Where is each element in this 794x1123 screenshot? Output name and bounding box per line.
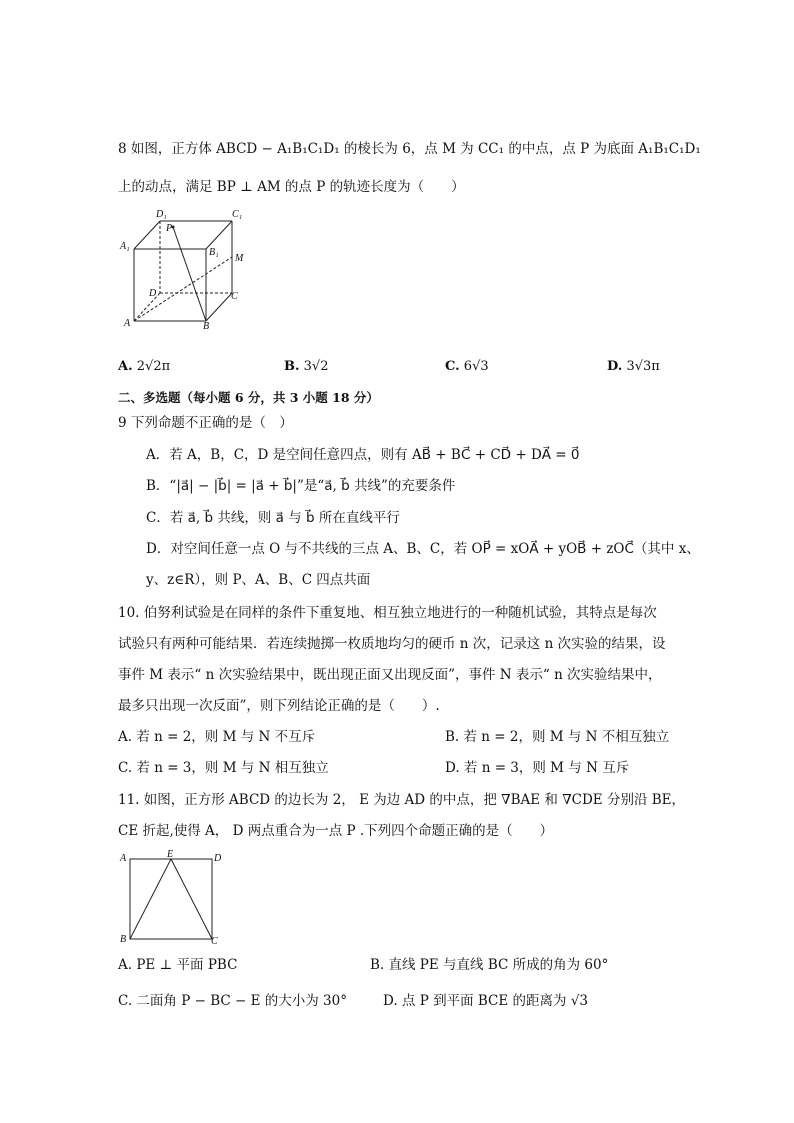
sq-label-C: C — [211, 936, 218, 946]
q10-option-d[interactable]: D. 若 n = 3，则 M 与 N 互斥 — [445, 760, 630, 776]
q10-line1: 10. 伯努利试验是在同样的条件下重复地、相互独立地进行的一种随机试验，其特点是每次 — [118, 605, 657, 621]
q8-option-c[interactable]: C. 6√3 — [445, 359, 489, 374]
label-M: M — [235, 253, 244, 264]
q8-option-b[interactable]: B. 3√2 — [284, 359, 329, 374]
label-C: C — [231, 291, 238, 302]
q11-option-d[interactable]: D. 点 P 到平面 BCE 的距离为 √3 — [383, 993, 589, 1009]
q8-stem-line2: 上的动点，满足 BP ⊥ AM 的点 P 的轨迹长度为（ ） — [118, 179, 465, 195]
label-D: D — [149, 288, 157, 299]
q9-option-b[interactable]: B．“|a⃗| − |b⃗| = |a⃗ + b⃗|”是“a⃗, b⃗ 共线”的充要条件 — [146, 478, 456, 494]
label-B1: B₁ — [209, 247, 219, 258]
sq-label-B: B — [120, 934, 127, 945]
q9-option-d-line1[interactable]: D．对空间任意一点 O 与不共线的三点 A、B、C，若 OP⃗ = xOA⃗ + yOB⃗ + zOC⃗（其中 x、 — [146, 541, 700, 557]
q11-option-a[interactable]: A. PE ⊥ 平面 PBC — [118, 957, 238, 973]
label-A1: A₁ — [120, 241, 130, 252]
label-D1: D₁ — [156, 209, 167, 220]
q11-option-b[interactable]: B. 直线 PE 与直线 BC 所成的角为 60° — [370, 957, 609, 973]
sq-label-E: E — [167, 850, 174, 860]
q10-line3: 事件 M 表示“ n 次实验结果中，既出现正面又出现反面”，事件 N 表示“ n 次实验结果中， — [118, 667, 662, 683]
label-A: A — [124, 318, 131, 329]
label-P: P — [166, 223, 173, 234]
section2-heading: 二、多选题（每小题 6 分，共 3 小题 18 分） — [118, 390, 379, 405]
label-C1: C₁ — [232, 209, 243, 220]
q10-line4: 最多只出现一次反面”，则下列结论正确的是（ ）. — [118, 698, 440, 714]
q10-option-c[interactable]: C. 若 n = 3，则 M 与 N 相互独立 — [118, 760, 329, 776]
q11-line2: CE 折起,使得 A， D 两点重合为一点 P .下列四个命题正确的是（ ） — [118, 823, 554, 839]
q8-option-a[interactable]: A. 2√2π — [118, 359, 171, 374]
q11-option-c[interactable]: C. 二面角 P − BC − E 的大小为 30° — [118, 993, 347, 1009]
q10-line2: 试验只有两种可能结果．若连续抛掷一枚质地均匀的硬币 n 次，记录这 n 次实验的结果，设 — [118, 636, 666, 652]
sq-label-D: D — [214, 853, 222, 864]
q9-option-c[interactable]: C．若 a⃗, b⃗ 共线，则 a⃗ 与 b⃗ 所在直线平行 — [146, 510, 400, 526]
q8-stem-line1: 8 如图，正方体 ABCD − A₁B₁C₁D₁ 的棱长为 6，点 M 为 CC₁ 的中点，点 P 为底面 A₁B₁C₁D₁ — [118, 141, 701, 157]
q9-stem: 9 下列命题不正确的是（ ） — [118, 415, 293, 431]
label-B: B — [203, 321, 210, 332]
q10-option-b[interactable]: B. 若 n = 2，则 M 与 N 不相互独立 — [445, 729, 670, 745]
cube-figure — [118, 205, 258, 335]
sq-label-A: A — [120, 853, 127, 864]
q9-option-d-line2: y、z∈R），则 P、A、B、C 四点共面 — [146, 572, 371, 588]
q9-option-a[interactable]: A．若 A，B，C，D 是空间任意四点，则有 AB⃗ + BC⃗ + CD⃗ + DA⃗ = 0⃗ — [146, 447, 580, 463]
q11-line1: 11. 如图，正方形 ABCD 的边长为 2， E 为边 AD 的中点，把 ∇BAE 和 ∇CDE 分别沿 BE， — [118, 792, 686, 808]
q10-option-a[interactable]: A. 若 n = 2，则 M 与 N 不互斥 — [118, 729, 316, 745]
q8-option-d[interactable]: D. 3√3π — [607, 359, 660, 374]
square-figure — [118, 850, 228, 946]
